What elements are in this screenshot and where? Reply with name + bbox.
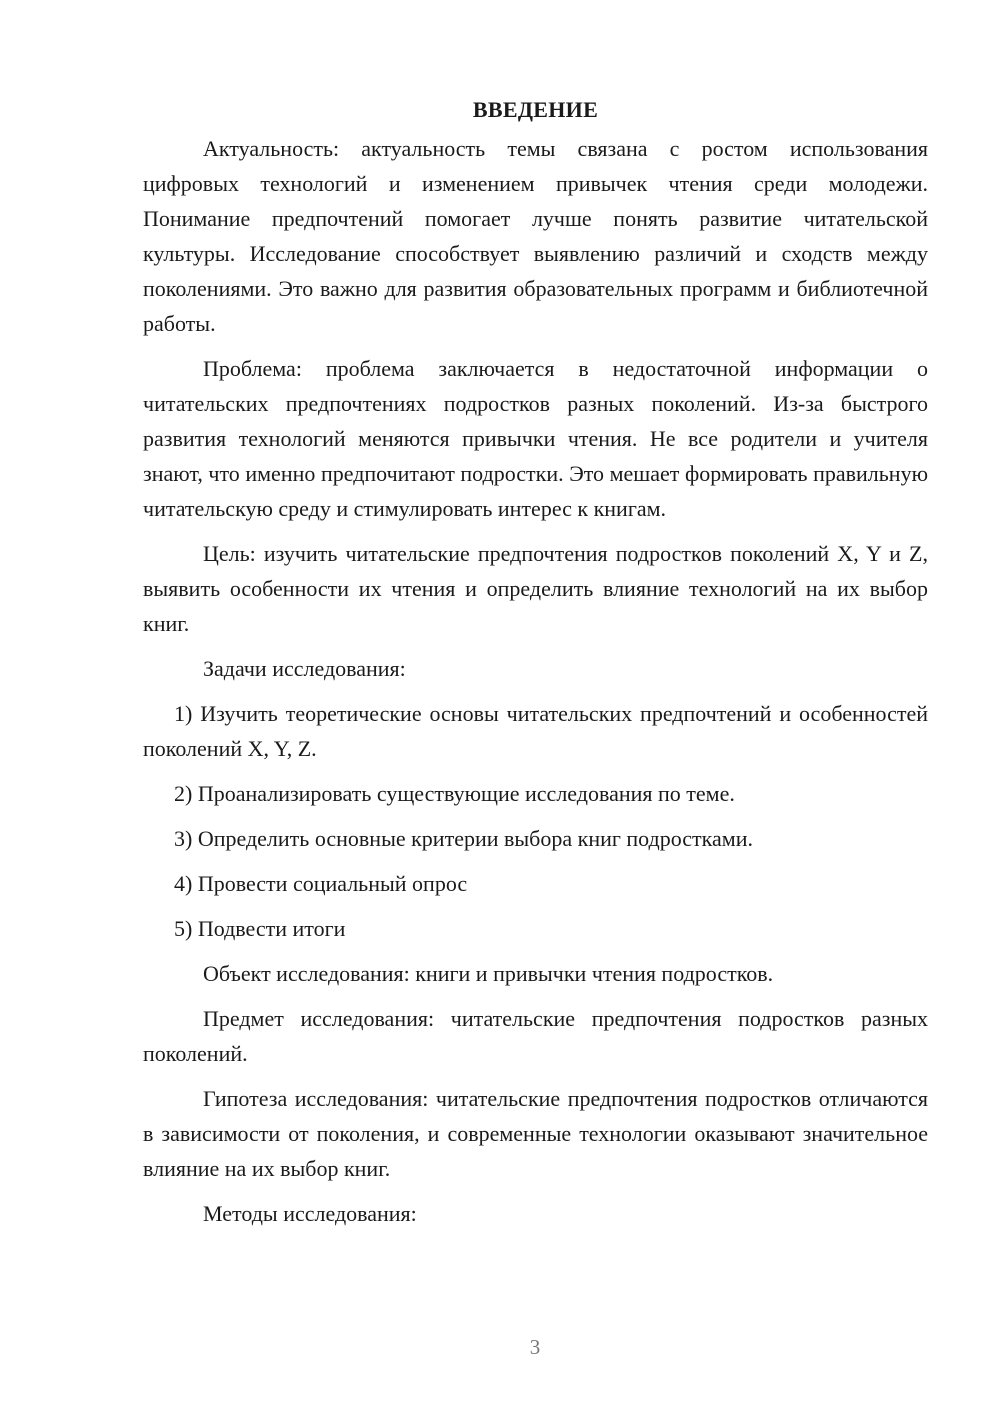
document-page <box>143 92 928 1231</box>
page-number: 3 <box>529 1335 541 1359</box>
methods-heading: Методы исследования: <box>203 1201 417 1226</box>
tasks-heading: Задачи исследования: <box>203 656 406 681</box>
task-item: 1) Изучить теоретические основы читательских предпочтений и особенностей поколений X, Y, Z. <box>143 701 928 761</box>
goal-paragraph: Цель: изучить читательские предпочтения подростков поколений X, Y и Z, выявить особенности их чтения и определить влияние технологий на их выбор книг. <box>143 541 928 636</box>
section-title: ВВЕДЕНИЕ <box>472 97 599 122</box>
task-item: 3) Определить основные критерии выбора книг подростками. <box>174 826 753 851</box>
task-item: 5) Подвести итоги <box>174 916 346 941</box>
relevance-paragraph: Актуальность: актуальность темы связана с ростом использования цифровых технологий и изменением привычек чтения среди молодежи. Понимание предпочтений помогает лучше понять развитие читательской культуры. Исследование способствует выявлению различий и сходств между поколениями. Это важно для развития образовательных программ и библиотечной работы. <box>143 136 928 336</box>
task-item: 2) Проанализировать существующие исследования по теме. <box>174 781 735 806</box>
hypothesis-paragraph: Гипотеза исследования: читательские предпочтения подростков отличаются в зависимости от поколения, и современные технологии оказывают значительное влияние на их выбор книг. <box>143 1086 928 1181</box>
subject-paragraph: Предмет исследования: читательские предпочтения подростков разных поколений. <box>143 1006 928 1066</box>
problem-paragraph: Проблема: проблема заключается в недостаточной информации о читательских предпочтениях подростков разных поколений. Из-за быстрого развития технологий меняются привычки чтения. Не все родители и учителя знают, что именно предпочитают подростки. Это мешает формировать правильную читательскую среду и стимулировать интерес к книгам. <box>143 356 928 521</box>
task-item: 4) Провести социальный опрос <box>174 871 468 896</box>
object-paragraph: Объект исследования: книги и привычки чтения подростков. <box>203 961 774 986</box>
